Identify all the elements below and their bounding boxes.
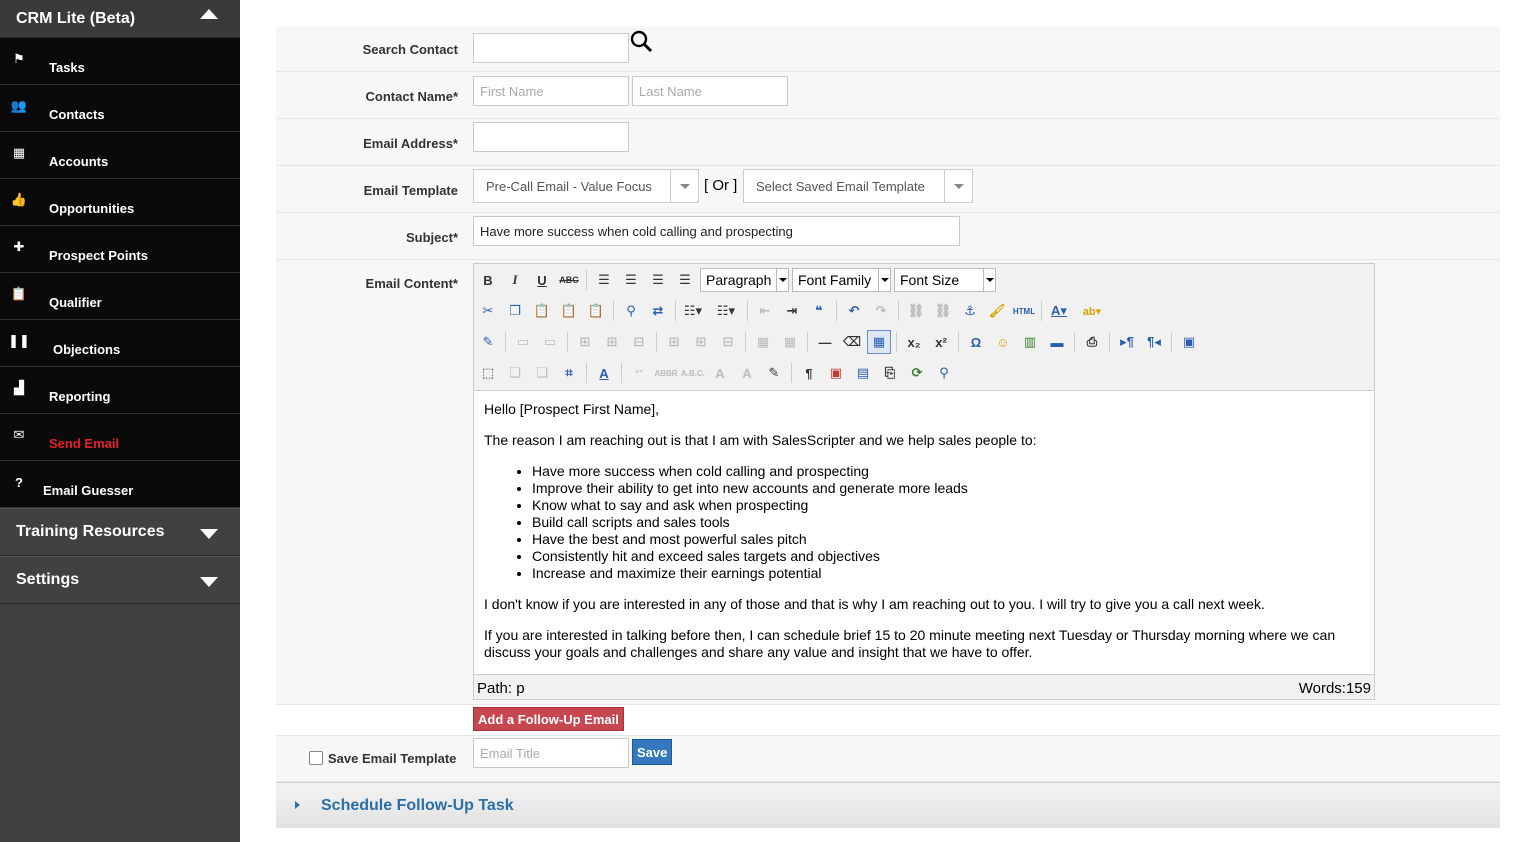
editor-toolbar-row-2	[476, 297, 1107, 325]
advanced-hr-icon[interactable]: ▬	[1050, 334, 1064, 350]
toolbar-separator	[1171, 332, 1172, 352]
toolbar-separator	[958, 332, 959, 352]
sidebar-section-training-resources[interactable]	[0, 508, 240, 556]
email-title-input[interactable]: Email Title	[473, 738, 629, 768]
align-justify-icon[interactable]: ☰	[679, 272, 691, 287]
email-template-row	[276, 166, 1500, 213]
preview-icon[interactable]: ⚲	[939, 365, 949, 380]
toolbar-separator	[621, 363, 622, 383]
unlink-icon[interactable]: ⛓	[934, 303, 952, 318]
search-contact-row	[276, 26, 1500, 72]
rich-text-editor	[473, 263, 1375, 700]
paste-word-icon[interactable]: 📋	[587, 303, 605, 318]
email-intro: The reason I am reaching out is that I am with SalesScripter and we help sales people to:	[484, 432, 1037, 448]
email-content-body[interactable]	[474, 390, 1374, 675]
add-follow-up-email-button[interactable]: Add a Follow-Up Email	[473, 707, 624, 731]
split-cells-icon[interactable]: ▦	[756, 334, 770, 349]
toolbar-separator	[1109, 332, 1110, 352]
blockquote-icon[interactable]: ❝	[815, 303, 823, 318]
align-center-icon[interactable]: ☰	[625, 272, 637, 287]
question-icon: ?	[15, 474, 23, 490]
save-template-label: Save Email Template	[328, 751, 457, 766]
editor-path: Path: p	[477, 679, 525, 697]
editor-word-count: Words:159	[1298, 679, 1371, 697]
sidebar-item-label: Prospect Points	[49, 248, 148, 263]
search-contact-input[interactable]	[473, 33, 629, 63]
merge-cells-icon[interactable]: ▦	[783, 334, 797, 349]
saved-template-select[interactable]	[743, 169, 973, 203]
clipboard-icon: 📋	[10, 286, 28, 301]
sidebar-item-label: Qualifier	[49, 295, 102, 310]
indent-icon[interactable]: ⇥	[786, 303, 798, 318]
pdf-icon[interactable]: ▣	[829, 365, 843, 380]
toolbar-separator	[896, 332, 897, 352]
list-item: • Have more success when cold calling and prospecting	[532, 463, 1364, 480]
editor-toolbar-row-4	[476, 359, 959, 387]
sidebar-title: CRM Lite (Beta)	[16, 9, 136, 27]
save-button[interactable]: Save	[632, 739, 672, 765]
sidebar-item-qualifier[interactable]	[0, 273, 240, 320]
list-item: • Have the best and most powerful sales pitch	[532, 531, 1364, 548]
paste-icon[interactable]: 📋	[533, 303, 551, 318]
anchor-icon[interactable]: ⚓	[964, 303, 976, 318]
special-char-icon[interactable]: Ω	[970, 334, 982, 350]
email-compose-form	[276, 26, 1500, 828]
email-paragraph-2: I don't know if you are interested in any of those and that is why I am reaching out to you. I will try to give you a call next week.	[484, 596, 1265, 612]
email-content-label: Email Content*	[365, 276, 458, 291]
email-template-select[interactable]	[473, 169, 699, 203]
saved-template-placeholder: Select Saved Email Template	[756, 178, 925, 194]
toolbar-separator	[1074, 332, 1075, 352]
subject-label: Subject*	[405, 230, 458, 245]
show-blocks-icon[interactable]: ¶	[805, 365, 813, 381]
font-family-value: Font Family	[798, 272, 872, 288]
users-icon: 👥	[10, 98, 28, 113]
sidebar-item-label: Tasks	[49, 60, 85, 75]
envelope-icon: ✉	[13, 427, 25, 442]
or-separator: [ Or ]	[704, 177, 738, 194]
attributes-icon[interactable]: ✎	[768, 365, 780, 380]
sidebar-item-label: Reporting	[49, 389, 111, 404]
horizontal-rule-icon[interactable]: —	[818, 334, 832, 350]
print-icon[interactable]: ⎙	[1086, 334, 1098, 349]
sidebar-item-label: Accounts	[49, 154, 109, 169]
toolbar-separator	[586, 363, 587, 383]
expand-triangle-icon[interactable]	[295, 801, 300, 809]
search-contact-label: Search Contact	[362, 42, 458, 57]
delete-col-icon[interactable]: ⊟	[722, 334, 734, 349]
copy-icon[interactable]: ❐	[509, 303, 521, 318]
move-forward-icon[interactable]: ❏	[509, 365, 521, 380]
expand-caret-icon[interactable]	[200, 529, 218, 539]
cite-icon[interactable]: “”	[635, 368, 643, 378]
toolbar-separator	[836, 301, 837, 321]
sidebar-item-reporting[interactable]	[0, 367, 240, 414]
table-icon[interactable]: ▦	[867, 330, 891, 354]
schedule-follow-up-task-panel[interactable]	[276, 782, 1500, 828]
sidebar-item-label: Email Guesser	[43, 483, 134, 498]
sidebar-item-label: Send Email	[49, 436, 120, 451]
insert-datetime-icon[interactable]: ⟳	[911, 365, 923, 380]
numbered-list-icon[interactable]: ☷▾	[716, 303, 736, 318]
replace-icon[interactable]: ⇄	[652, 303, 664, 318]
chevron-down-icon[interactable]	[878, 269, 890, 291]
flag-icon: ⚑	[13, 51, 25, 66]
email-template-selected: Pre-Call Email - Value Focus	[486, 178, 652, 194]
superscript-icon[interactable]: x²	[935, 334, 947, 350]
cleanup-icon[interactable]: 🖌	[988, 303, 1006, 318]
insert-row-before-icon[interactable]: ⊞	[579, 334, 591, 349]
email-address-input[interactable]	[473, 122, 629, 152]
link-icon[interactable]: ⛓	[907, 303, 925, 318]
fullscreen-icon[interactable]: ▣	[1182, 334, 1196, 349]
sidebar-item-tasks[interactable]	[0, 38, 240, 85]
outdent-icon[interactable]: ⇤	[759, 303, 771, 318]
table-cell-props-icon[interactable]: ▭	[543, 334, 557, 349]
chevron-down-icon[interactable]	[944, 170, 972, 202]
insert-col-before-icon[interactable]: ⊞	[668, 334, 680, 349]
collapse-caret-icon[interactable]	[200, 9, 218, 19]
expand-caret-icon[interactable]	[200, 577, 218, 587]
font-size-select[interactable]	[894, 268, 996, 292]
toolbar-separator	[586, 270, 587, 290]
list-item: • Improve their ability to get into new accounts and generate more leads	[532, 480, 1364, 497]
editor-status-bar	[474, 676, 1374, 700]
media-icon[interactable]: ▥	[1023, 334, 1037, 349]
sidebar-item-send-email[interactable]	[0, 414, 240, 461]
contact-name-label: Contact Name*	[365, 89, 458, 104]
building-icon: ▦	[12, 145, 26, 160]
sidebar-item-accounts[interactable]	[0, 132, 240, 179]
first-name-input[interactable]: First Name	[473, 76, 629, 106]
sidebar-items	[0, 38, 240, 508]
cut-icon[interactable]: ✂	[482, 303, 494, 318]
insert-layer-icon[interactable]: ⬚	[481, 365, 495, 380]
move-backward-icon[interactable]: ❏	[536, 365, 548, 380]
search-icon[interactable]	[630, 30, 654, 54]
contact-name-row	[276, 72, 1500, 119]
sidebar-item-objections[interactable]	[0, 320, 240, 367]
sidebar-header-crm-lite[interactable]	[0, 0, 240, 38]
find-icon[interactable]: ⚲	[626, 303, 636, 318]
sidebar-item-contacts[interactable]	[0, 85, 240, 132]
insert-text-icon[interactable]: A	[742, 365, 752, 381]
styles-icon[interactable]: A	[599, 365, 609, 381]
table-row-props-icon[interactable]: ▭	[516, 334, 530, 349]
align-right-icon[interactable]: ☰	[652, 272, 664, 287]
chevron-down-icon[interactable]	[983, 269, 995, 291]
email-greeting: Hello [Prospect First Name],	[484, 401, 660, 417]
redo-icon[interactable]: ↷	[875, 303, 887, 318]
delete-row-icon[interactable]: ⊟	[633, 334, 645, 349]
font-size-value: Font Size	[900, 272, 960, 288]
subject-input[interactable]: Have more success when cold calling and prospecting	[473, 216, 960, 246]
list-item: • Know what to say and ask when prospecting	[532, 497, 1364, 514]
sidebar-section-label: Settings	[16, 571, 80, 588]
save-template-row	[276, 735, 1500, 782]
toolbar-separator	[567, 332, 568, 352]
email-address-row	[276, 119, 1500, 166]
thumbs-up-icon: 👍	[10, 192, 28, 207]
emoticon-icon[interactable]: ☺	[996, 334, 1010, 350]
template-icon[interactable]: ▤	[856, 365, 870, 380]
sidebar-item-label: Objections	[53, 342, 121, 357]
schedule-follow-up-title[interactable]: Schedule Follow-Up Task	[321, 797, 514, 814]
toolbar-separator	[613, 301, 614, 321]
toolbar-separator	[807, 332, 808, 352]
html-source-icon[interactable]: HTML	[1012, 306, 1036, 316]
insert-col-after-icon[interactable]: ⊞	[695, 334, 707, 349]
sidebar	[0, 0, 240, 842]
bold-icon[interactable]: B	[483, 272, 493, 288]
paste-text-icon[interactable]: 📋	[560, 303, 578, 318]
editor-toolbar-row-1	[476, 266, 999, 294]
email-address-label: Email Address*	[363, 136, 458, 151]
align-left-icon[interactable]: ☰	[598, 272, 610, 287]
toolbar-separator	[656, 332, 657, 352]
sidebar-item-email-guesser[interactable]	[0, 461, 240, 508]
toolbar-separator	[898, 301, 899, 321]
undo-icon[interactable]: ↶	[848, 303, 860, 318]
absolute-position-icon[interactable]: ⌗	[565, 365, 573, 380]
italic-icon[interactable]: I	[512, 272, 518, 287]
font-family-select[interactable]	[792, 268, 891, 292]
eraser-icon[interactable]: ⌫	[842, 334, 862, 349]
email-bullet-list	[532, 463, 1364, 582]
list-item: • Build call scripts and sales tools	[532, 514, 1364, 531]
sidebar-item-prospect-points[interactable]	[0, 226, 240, 273]
chevron-down-icon[interactable]	[670, 170, 698, 202]
bar-chart-icon: ▟	[14, 380, 24, 395]
sidebar-item-opportunities[interactable]	[0, 179, 240, 226]
ltr-icon[interactable]: ▸¶	[1120, 334, 1134, 349]
bullet-list-icon[interactable]: ☷▾	[683, 303, 703, 318]
page-break-icon[interactable]: ⎘	[884, 365, 896, 380]
sidebar-item-label: Opportunities	[49, 201, 135, 216]
list-item: • Consistently hit and exceed sales targets and objectives	[532, 548, 1364, 565]
strikethrough-icon[interactable]: ABC	[559, 275, 579, 285]
save-template-checkbox[interactable]	[309, 751, 323, 765]
subscript-icon[interactable]: x₂	[907, 334, 921, 350]
toolbar-separator	[747, 301, 748, 321]
toolbar-separator	[675, 301, 676, 321]
toolbar-separator	[745, 332, 746, 352]
paragraph-format-select[interactable]	[700, 268, 789, 292]
sidebar-item-label: Contacts	[49, 107, 105, 122]
sidebar-section-settings[interactable]	[0, 556, 240, 604]
acronym-icon[interactable]: A.B.C.	[681, 368, 705, 378]
plus-icon: ✚	[13, 239, 25, 254]
subject-row	[276, 213, 1500, 260]
pause-icon: ❚❚	[8, 333, 30, 348]
list-item: • Increase and maximize their earnings potential	[532, 565, 1364, 582]
sidebar-section-label: Training Resources	[16, 523, 165, 540]
chevron-down-icon[interactable]	[776, 269, 788, 291]
rtl-icon[interactable]: ¶◂	[1147, 334, 1161, 349]
insert-row-after-icon[interactable]: ⊞	[606, 334, 618, 349]
toolbar-separator	[505, 332, 506, 352]
edit-icon[interactable]: ✎	[482, 334, 494, 349]
paragraph-format-value: Paragraph	[706, 272, 772, 288]
toolbar-separator	[1041, 301, 1042, 321]
toolbar-separator	[791, 363, 792, 383]
abbr-icon[interactable]: ABBR	[654, 368, 678, 378]
underline-icon[interactable]: U	[537, 272, 547, 288]
highlight-color-icon[interactable]: ab▾	[1082, 305, 1102, 318]
email-template-label: Email Template	[363, 183, 458, 198]
text-color-icon[interactable]: A▾	[1051, 303, 1067, 318]
editor-toolbar-row-3	[476, 328, 1204, 356]
delete-text-icon[interactable]: A	[715, 365, 725, 381]
last-name-input[interactable]: Last Name	[632, 76, 788, 106]
email-paragraph-3: If you are interested in talking before then, I can schedule brief 15 to 20 minute meeting next Tuesday or Thursday morning where we can discuss your goals and challenges and share any value and insight that we have to offer.	[484, 627, 1336, 660]
